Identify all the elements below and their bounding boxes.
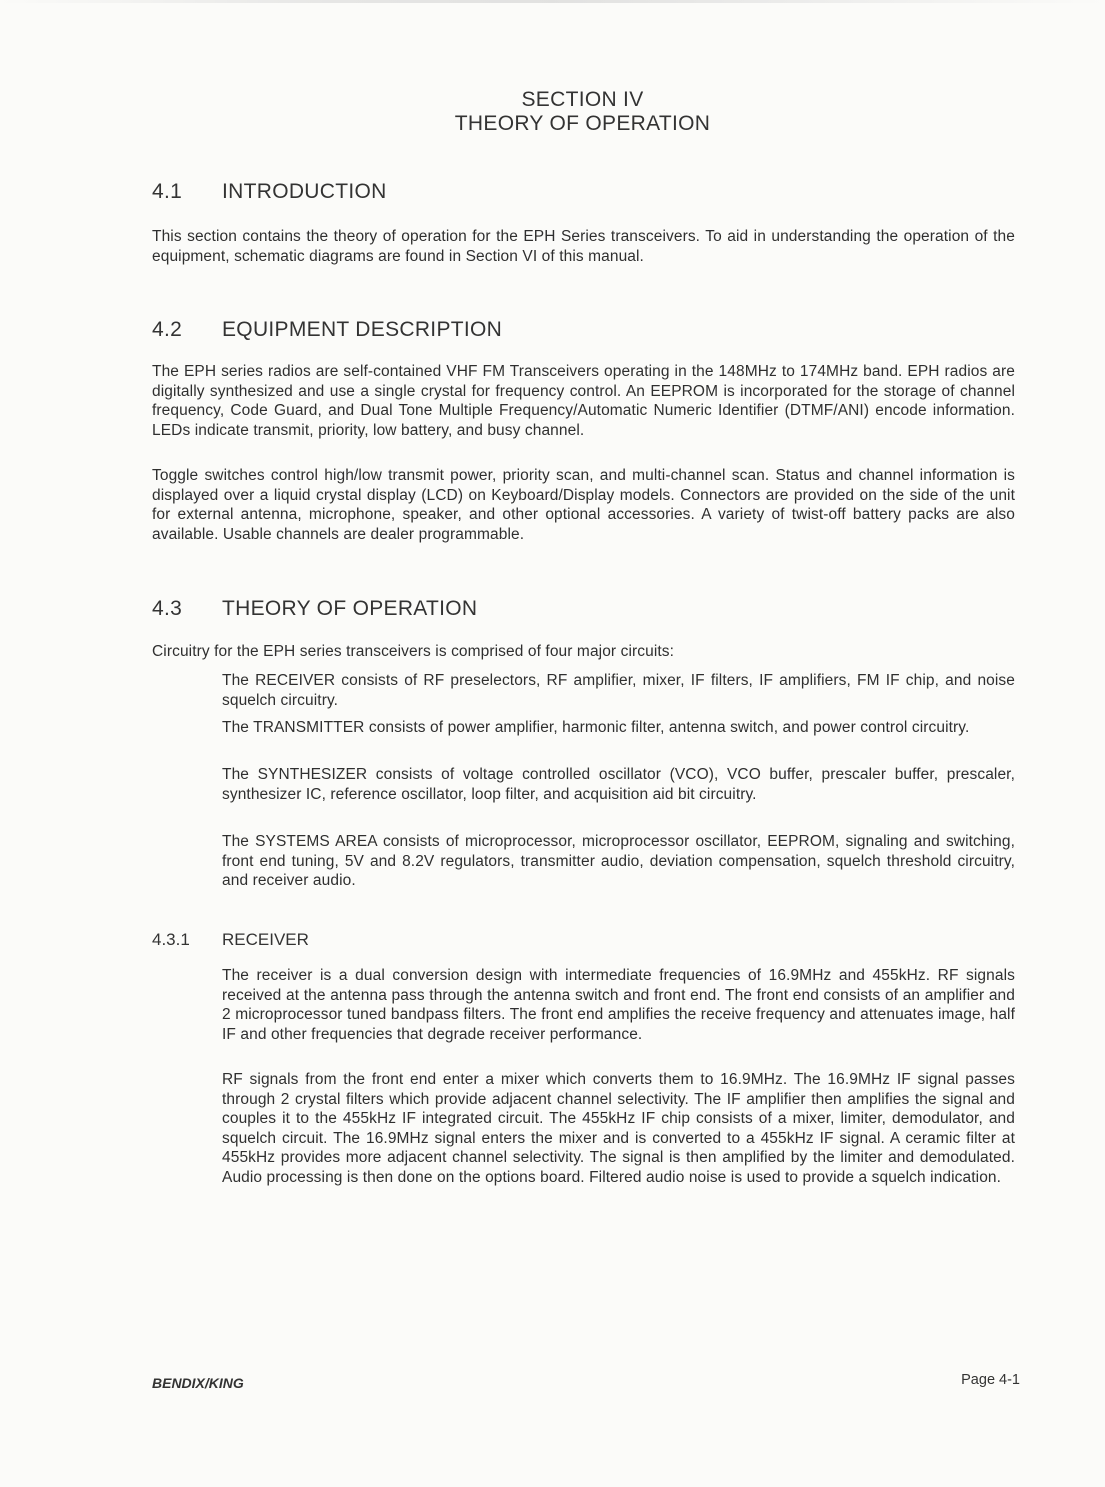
intro-paragraph: This section contains the theory of operation for the EPH Series transceivers. To aid in understanding the operation of the equipment, schematic diagrams are found in Section VI of this manual. — [152, 228, 1015, 265]
equipment-paragraph-1: The EPH series radios are self-contained VHF FM Transceivers operating in the 148MHz to 174MHz band. EPH radios are digitally synthesized and use a single crystal for frequency control. An EEPROM is incorporated for the storage of channel frequency, Code Guard, and Dual Tone Multiple Frequency/Automatic Numeric Identifier (DTMF/ANI) encode information. LEDs indicate transmit, priority, low battery, and busy channel. — [152, 363, 1015, 439]
synthesizer-summary: The SYNTHESIZER consists of voltage controlled oscillator (VCO), VCO buffer, prescaler buffer, prescaler, synthesizer IC, reference oscillator, loop filter, and acquisition aid bit circuitry. — [222, 766, 1015, 803]
heading-theory-of-operation — [152, 597, 477, 621]
heading-number: 4.3.1 — [152, 930, 190, 949]
heading-introduction — [152, 180, 387, 204]
heading-number: 4.1 — [152, 180, 183, 203]
section-title: THEORY OF OPERATION — [454, 112, 711, 135]
equipment-paragraph-2: Toggle switches control high/low transmit power, priority scan, and multi-channel scan. Status and channel information is displayed over a liquid crystal display (LCD) on Keyboard/Display models. Connectors are provided on the side of the unit for external antenna, microphone, speaker, and other optional accessories. A variety of twist-off battery packs are also available. Usable channels are dealer programmable. — [152, 467, 1015, 543]
scan-edge — [0, 0, 1105, 3]
receiver-paragraph-2: RF signals from the front end enter a mixer which converts them to 16.9MHz. The 16.9MHz IF signal passes through 2 crystal filters which provide adjacent channel selectivity. The IF amplifier then amplifies the signal and couples it to the 455kHz IF integrated circuit. The 455kHz IF chip consists of a mixer, limiter, demodulator, and squelch circuit. The 16.9MHz signal enters the mixer and is converted to a 455kHz IF signal. A ceramic filter at 455kHz provides more adjacent channel selectivity. The signal is then amplified by the limiter and demodulated. Audio processing is then done on the options board. Filtered audio noise is used to provide a squelch indication. — [222, 1071, 1015, 1186]
heading-text: EQUIPMENT DESCRIPTION — [222, 318, 503, 341]
receiver-paragraph-1: The receiver is a dual conversion design with intermediate frequencies of 16.9MHz and 455kHz. RF signals received at the antenna pass through the antenna switch and front end. The front end consists of an amplifier and 2 microprocessor tuned bandpass filters. The front end amplifies the receive frequency and attenuates image, half IF and other frequencies that degrade receiver performance. — [222, 967, 1015, 1043]
heading-text: INTRODUCTION — [222, 180, 387, 203]
receiver-summary: The RECEIVER consists of RF preselectors, RF amplifier, mixer, IF filters, IF amplifiers, FM IF chip, and noise squelch circuitry. — [222, 672, 1015, 709]
systems-area-summary: The SYSTEMS AREA consists of microprocessor, microprocessor oscillator, EEPROM, signaling and switching, front end tuning, 5V and 8.2V regulators, transmitter audio, deviation compensation, squelch threshold circuitry, and receiver audio. — [222, 833, 1015, 889]
footer-brand: BENDIX/KING — [152, 1375, 244, 1391]
heading-receiver — [152, 930, 309, 950]
heading-number: 4.3 — [152, 597, 183, 620]
page-number: Page 4-1 — [961, 1372, 1020, 1388]
heading-number: 4.2 — [152, 318, 183, 341]
transmitter-summary: The TRANSMITTER consists of power amplifier, harmonic filter, antenna switch, and power control circuitry. — [222, 719, 970, 736]
heading-equipment-description — [152, 318, 502, 342]
heading-text: THEORY OF OPERATION — [222, 597, 478, 620]
section-number: SECTION IV — [521, 88, 644, 111]
heading-text: RECEIVER — [222, 930, 309, 949]
circuitry-intro: Circuitry for the EPH series transceivers is comprised of four major circuits: — [152, 643, 675, 660]
